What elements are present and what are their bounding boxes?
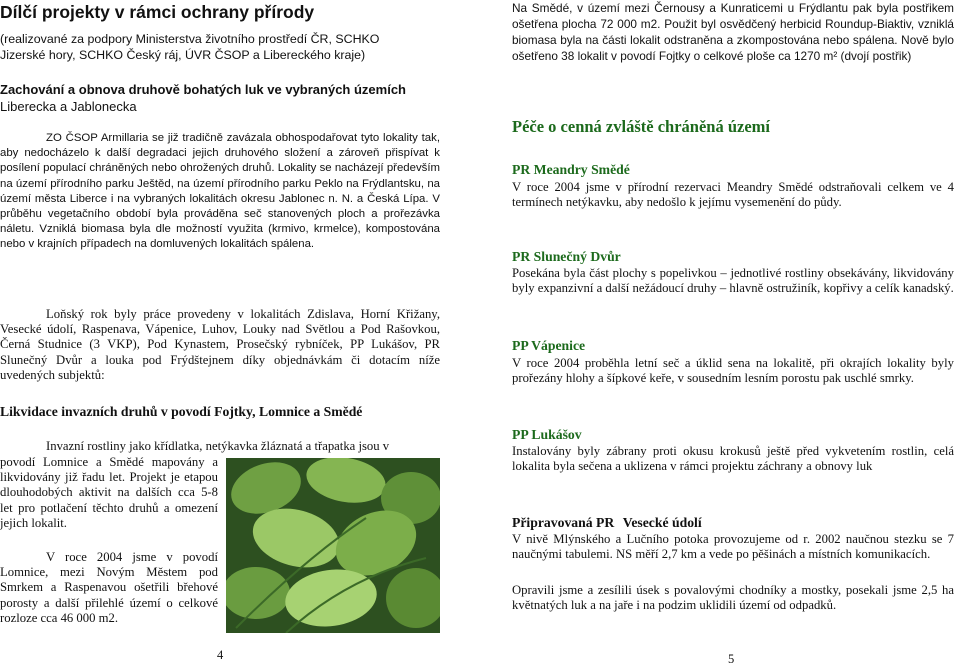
paragraph-vapenice: V roce 2004 proběhla letní seč a úklid sena na lokalitě, při okrajích lokality byly prořezány hlohy a šípkové keře, v sousedním lesním porostu pak uschlé smrky. <box>512 356 954 386</box>
heading-slunecny: PR Slunečný Dvůr <box>512 249 621 264</box>
heading-invasive: Likvidace invazních druhů v povodí Fojtky, Lomnice a Smědé <box>0 404 363 419</box>
paragraph-vesecke-1: V nivě Mlýnského a Lučního potoka provozujeme od r. 2002 naučnou stezku se 7 naučnými tabulemi. NS měří 2,7 km a vede po pěšinách a místních komunikacích. <box>512 532 954 562</box>
page-title: Dílčí projekty v rámci ochrany přírody <box>0 2 315 22</box>
heading-vesecke: Připravovaná PR Vesecké údolí <box>512 515 702 530</box>
paragraph-last-year: Loňský rok byly práce provedeny v lokalitách Zdislava, Horní Křižany, Vesecké údolí, Raspenava, Vápenice, Luhov, Louky nad Světlou a Pod Rašovkou, Černá Studnice (3 VKP), Pod Kynastem, Prosečský rybníček, PP Lukášov, PR Slunečný Dvůr a louka pod Frýdštejnem díky objednávkám či dotacím níže uvedených subjektů: <box>0 307 440 382</box>
heading-meandry: PR Meandry Smědé <box>512 162 630 177</box>
heading-protected-areas: Péče o cenná zvláště chráněná území <box>512 117 770 136</box>
paragraph-meandry: V roce 2004 jsme v přírodní rezervaci Meandry Smědé odstraňovali celkem ve 4 termínech netýkavku, aby nedošlo k jejímu vysemenění do půdy. <box>512 180 954 210</box>
heading-vapenice: PP Vápenice <box>512 338 586 353</box>
paragraph-vesecke-2: Opravili jsme a zesílili úsek s povalovými chodníky a mostky, posekali jsme 2,5 ha květnatých luk a na jaře i na podzim uklidili území od odpadků. <box>512 583 954 613</box>
paragraph-invasive-first-line: Invazní rostliny jako křídlatka, netýkavka žláznatá a třapatka jsou v <box>46 439 390 453</box>
sponsor-note: (realizované za podpory Ministerstva životního prostředí ČR, SCHKO Jizerské hory, SCHKO Český ráj, ÚVR ČSOP a Libereckého kraje) <box>0 32 380 62</box>
paragraph-meadows: ZO ČSOP Armillaria se již tradičně zavázala obhospodařovat tyto lokality tak, aby nedocházelo k další degradaci jejich druhového složení a zároveň přispívat k posílení populací chráněných nebo ohrožených druhů. Lokality se nacházejí především na území přírodního parku Ještěd, na území přírodního parku Peklo na Frýdlantsku, na území města Liberce i na vybraných lokalitách okresu Jablonec n. N. a Česká Lípa. V průběhu vegetačního období byla prováděna seč stanovených ploch a prořezávka náletu. Vzniklá biomasa byla dle možností využita (krmivo, krmelce), kompostována nebo v krajních případech na domluvených lokalitách spálena. <box>0 132 440 251</box>
heading-lukasov: PP Lukášov <box>512 427 582 442</box>
paragraph-lukasov: Instalovány byly zábrany proti okusu krokusů ještě před vykvetením rostlin, celá lokalita byla sečena a uklizena v rámci projektu záchrany a obnovy luk <box>512 444 954 474</box>
page-number-right: 5 <box>728 652 735 666</box>
paragraph-2004: V roce 2004 jsme v povodí Lomnice, mezi Novým Městem pod Smrkem a Raspenavou ošetřili břehové porosty a další přilehlé území o celkové rozloze cca 46 000 m2. <box>0 550 218 625</box>
paragraph-slunecny: Posekána byla část plochy s popelivkou – jednotlivé rostliny obsekávány, likvidovány byly expanzivní a další nežádoucí druhy – hlavně ostružiník, kopřivy a celík kanadský. <box>512 266 954 296</box>
page-number-left: 4 <box>217 648 224 662</box>
heading-meadows: Zachování a obnova druhově bohatých luk ve vybraných územích Libereckа a Jablonecka <box>0 82 406 114</box>
paragraph-smeda: Na Smědé, v území mezi Černousy a Kunraticemi u Frýdlantu pak byla postřikem ošetřena plocha 72 000 m2. Použit byl osvědčený herbicid Roundup-Biaktiv, vzniklá biomasa byla na části lokalit odstraněna a zkompostována nebo spálena. Nově bylo ošetřeno 38 lokalit v povodí Fojtky o celkové ploše ca 1270 m² (dvojí postřik) <box>512 1 954 63</box>
plant-photo <box>226 458 440 633</box>
paragraph-invasive: povodí Lomnice a Smědé mapovány a likvidovány již řadu let. Projekt je etapou dlouhodobých aktivit na dalších cca 5-8 let pro potlačení těchto druhů a omezení jejich lokalit. <box>0 455 218 530</box>
leaves-illustration <box>226 458 440 633</box>
